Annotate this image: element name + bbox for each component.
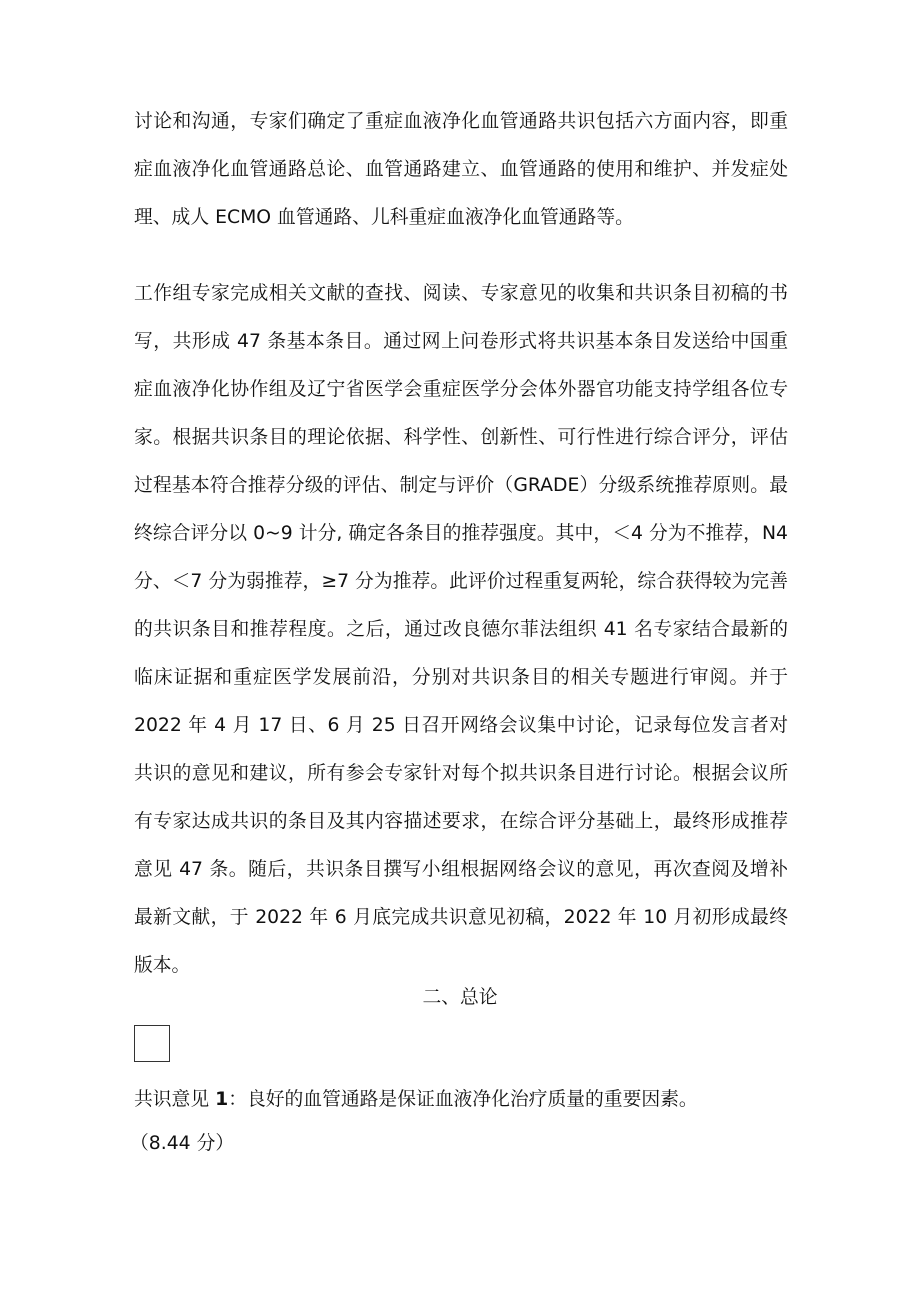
paragraph-consensus-scope: 讨论和沟通，专家们确定了重症血液净化血管通路共识包括六方面内容，即重症血液净化血管通路总论、血管通路建立、血管通路的使用和维护、并发症处理、成人 ECMO 血管通路、儿科重症血液净化血管通路等。 — [134, 111, 788, 228]
opinion-number: 1 — [215, 1089, 229, 1110]
opinion-prefix: 共识意见 — [134, 1089, 216, 1110]
consensus-opinion — [134, 1077, 698, 1123]
opinion-text: ：良好的血管通路是保证血液净化治疗质量的重要因素。 — [228, 1089, 698, 1110]
checkbox-icon[interactable] — [134, 1025, 170, 1062]
section-heading: 二、总论 — [422, 987, 498, 1008]
paragraph-methodology: 工作组专家完成相关文献的查找、阅读、专家意见的收集和共识条目初稿的书写，共形成 47 条基本条目。通过网上问卷形式将共识基本条目发送给中国重症血液净化协作组及辽宁省医学会重症医学分会体外器官功能支持学组各位专家。根据共识条目的理论依据、科学性、创新性、可行性进行综合评分，评估过程基本符合推荐分级的评估、制定与评价（GRADE）分级系统推荐原则。最终综合评分以 0~9 计分, 确定各条目的推荐强度。其中，＜4 分为不推荐，N4 分、＜7 分为弱推荐，≥7 分为推荐。此评价过程重复两轮，综合获得较为完善的共识条目和推荐程度。之后，通过改良德尔菲法组织 41 名专家结合最新的临床证据和重症医学发展前沿，分别对共识条目的相关专题进行审阅。并于 2022 年 4 月 17 日、6 月 25 日召开网络会议集中讨论，记录每位发言者对共识的意见和建议，所有参会专家针对每个拟共识条目进行讨论。根据会议所有专家达成共识的条目及其内容描述要求，在综合评分基础上，最终形成推荐意见 47 条。随后，共识条目撰写小组根据网络会议的意见，再次查阅及增补最新文献，于 2022 年 6 月底完成共识意见初稿，2022 年 10 月初形成最终版本。 — [134, 283, 788, 976]
opinion-score: （8.44 分） — [130, 1133, 235, 1154]
